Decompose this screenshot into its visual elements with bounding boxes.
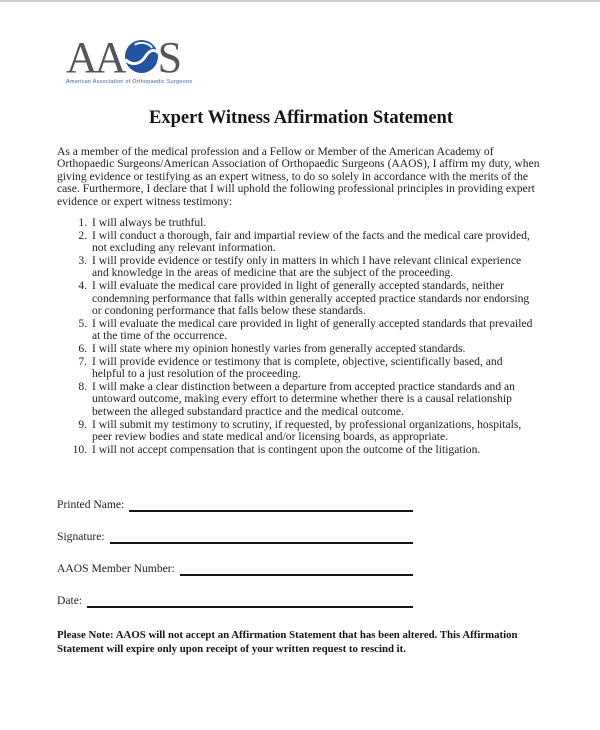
principle-item-10: 10. I will not accept compensation that is contingent upon the outcome of the litigation. [90, 444, 535, 457]
principles-list [57, 217, 535, 456]
intro-paragraph: As a member of the medical profession and a Fellow or Member of the American Academy of Orthopaedic Surgeons/American Association of Orthopaedic Surgeons (AAOS), I affirm my duty, when giving evidence or testifying as an expert witness, to do so solely in accordance with the merits of the case. Furthermore, I declare that I will uphold the following professional principles in providing expert evidence or expert witness testimony: [57, 145, 540, 208]
principle-item-3: 3. I will provide evidence or testify only in matters in which I have relevant clinical experience and knowledge in the areas of medicine that are the subject of the proceeding. [90, 255, 535, 280]
page-title: Expert Witness Affirmation Statement [148, 108, 454, 128]
printed-name-blank-line[interactable] [129, 498, 413, 512]
aaos-logo-letters [66, 33, 192, 82]
date-field [57, 592, 413, 608]
principle-item-9: 9. I will submit my testimony to scrutiny, if requested, by professional organizations, hospitals, peer review bodies and state medical and/or licensing boards, as appropriate. [90, 419, 535, 444]
member-number-field [57, 560, 413, 576]
principle-item-5: 5. I will evaluate the medical care provided in light of generally accepted standards that prevailed at the time of the occurrence. [90, 318, 535, 343]
principle-item-1: 1. I will always be truthful. [90, 217, 535, 230]
signature-blank-line[interactable] [110, 530, 413, 544]
printed-name-label: Printed Name: [57, 498, 125, 512]
signature-field [57, 528, 413, 544]
aaos-logo-letters-post: S [157, 33, 180, 82]
aaos-logo [66, 33, 193, 85]
principle-item-4: 4. I will evaluate the medical care provided in light of generally accepted standards, neither condemning performance that falls within generally accepted practice standards nor endorsing or condoning performance that falls below these standards. [90, 280, 535, 318]
printed-name-field [57, 496, 413, 512]
principle-item-2: 2. I will conduct a thorough, fair and impartial review of the facts and the medical care provided, not excluding any relevant information. [90, 230, 535, 255]
footer-note: Please Note: AAOS will not accept an Affirmation Statement that has been altered. This Affirmation Statement will expire only upon receipt of your written request to rescind it. [57, 629, 518, 655]
aaos-logo-letters-pre: AA [66, 33, 124, 82]
date-label: Date: [57, 594, 83, 608]
signature-label: Signature: [57, 530, 105, 544]
aaos-logo-tagline: American Association of Orthopaedic Surgeons [66, 79, 193, 85]
principle-item-6: 6. I will state where my opinion honestly varies from generally accepted standards. [90, 343, 535, 356]
principle-item-8: 8. I will make a clear distinction between a departure from accepted practice standards and an untoward outcome, making every effort to determine whether there is a causal relationship between the alleged substandard practice and the medical outcome. [90, 381, 535, 419]
signature-fields [57, 496, 545, 608]
date-blank-line[interactable] [87, 594, 413, 608]
aaos-swirl-o-icon [125, 40, 158, 73]
member-number-label: AAOS Member Number: [57, 562, 175, 576]
principle-item-7: 7. I will provide evidence or testimony that is complete, objective, scientifically based, and helpful to a just resolution of the proceeding. [90, 356, 535, 381]
member-number-blank-line[interactable] [180, 562, 413, 576]
